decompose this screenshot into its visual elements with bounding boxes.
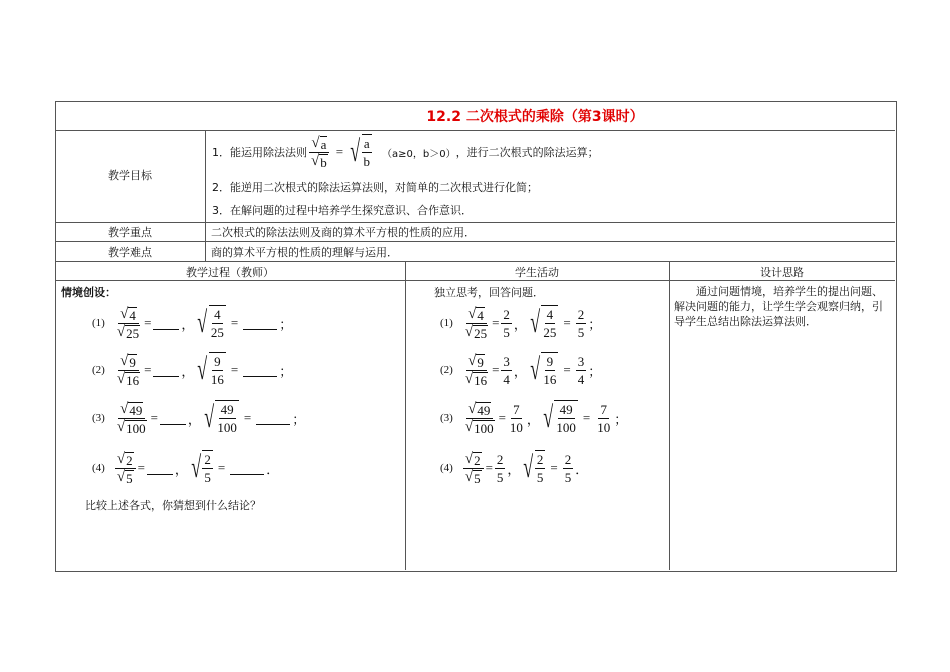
condition: （a≥0，b＞0） [382, 148, 456, 160]
answer-blank [160, 412, 186, 425]
student-answer: (2) √ 9 √ 16 = $\frac{3}{4}$ ， √ $\frac{9}{16}$ = $\frac{3}{4}$ ； [440, 352, 602, 388]
teacher-question: 比较上述各式，你猜想到什么结论？ [85, 499, 261, 512]
teacher-exercise: (4) √ 2 √ 5 = ， √ $\frac{2}{5}$ = ． [92, 450, 280, 486]
answer-fraction: $\frac{2}{5}$ [503, 306, 510, 340]
page-title: 12.2 二次根式的乘除（第3课时） [426, 109, 644, 125]
key-point-label: 教学重点 [108, 226, 152, 239]
teacher-exercise: (2) √ 9 √ 16 = ， √ $\frac{9}{16}$ = ； [92, 352, 293, 388]
key-point-text: 二次根式的除法法则及商的算术平方根的性质的应用． [211, 226, 475, 239]
answer-blank [243, 364, 277, 377]
answer-blank [243, 317, 277, 330]
student-intro: 独立思考，回答问题． [434, 286, 544, 299]
design-text: 通过问题情境，培养学生的提出问题、解决问题的能力，让学生学会观察归纳，引导学生总结出除法运算法则． [674, 285, 883, 328]
teacher-exercise: (3) √ 49 √ 100 = ， √ $\frac{49}{100}$ = ； [92, 400, 306, 436]
answer-fraction: $\frac{2}{5}$ [564, 451, 572, 485]
answer-fraction: $\frac{3}{4}$ [503, 353, 510, 387]
division-rule: √ a √ b = √ $\frac{a}{b}$ [311, 134, 371, 170]
student-answer: (1) √ 4 √ 25 = $\frac{2}{5}$ ， √ $\frac{4}{25}$ = $\frac{2}{5}$ ； [440, 305, 602, 341]
student-answer: (4) √ 2 √ 5 = $\frac{2}{5}$ ， √ $\frac{2}{5}$ = $\frac{2}{5}$ ． [440, 450, 589, 486]
answer-blank [230, 462, 264, 475]
objective-3: 3．在解问题的过程中培养学生探究意识、合作意识． [212, 204, 472, 217]
answer-blank [153, 364, 179, 377]
answer-fraction: $\frac{7}{10}$ [509, 401, 523, 435]
column-header-student: 学生活动 [515, 266, 559, 279]
objectives-label: 教学目标 [108, 169, 152, 182]
teacher-heading: 情境创设： [61, 286, 116, 299]
objective-1-suffix: ，进行二次根式的除法运算； [455, 146, 599, 159]
objective-1 [212, 134, 599, 170]
objective-2: 2．能逆用二次根式的除法运算法则，对简单的二次根式进行化简； [212, 181, 538, 194]
answer-fraction: $\frac{2}{5}$ [496, 451, 504, 485]
answer-fraction: $\frac{2}{5}$ [577, 306, 585, 340]
answer-blank [256, 412, 290, 425]
answer-fraction: $\frac{7}{10}$ [597, 401, 611, 435]
student-answer: (3) √ 49 √ 100 = $\frac{7}{10}$ ， √ $\frac{49}{100}$ = $\frac{7}{10}$ ； [440, 400, 628, 436]
answer-fraction: $\frac{3}{4}$ [577, 353, 585, 387]
difficulty-label: 教学难点 [108, 246, 152, 259]
column-header-teacher: 教学过程（教师） [186, 266, 274, 279]
column-header-design: 设计思路 [760, 266, 804, 279]
difficulty-text: 商的算术平方根的性质的理解与运用． [211, 246, 398, 259]
objective-1-prefix: 1．能运用除法法则 [212, 146, 307, 159]
answer-blank [153, 317, 179, 330]
teacher-exercise: (1) √ 4 √ 25 = ， √ $\frac{4}{25}$ = ； [92, 305, 293, 341]
answer-blank [147, 462, 173, 475]
